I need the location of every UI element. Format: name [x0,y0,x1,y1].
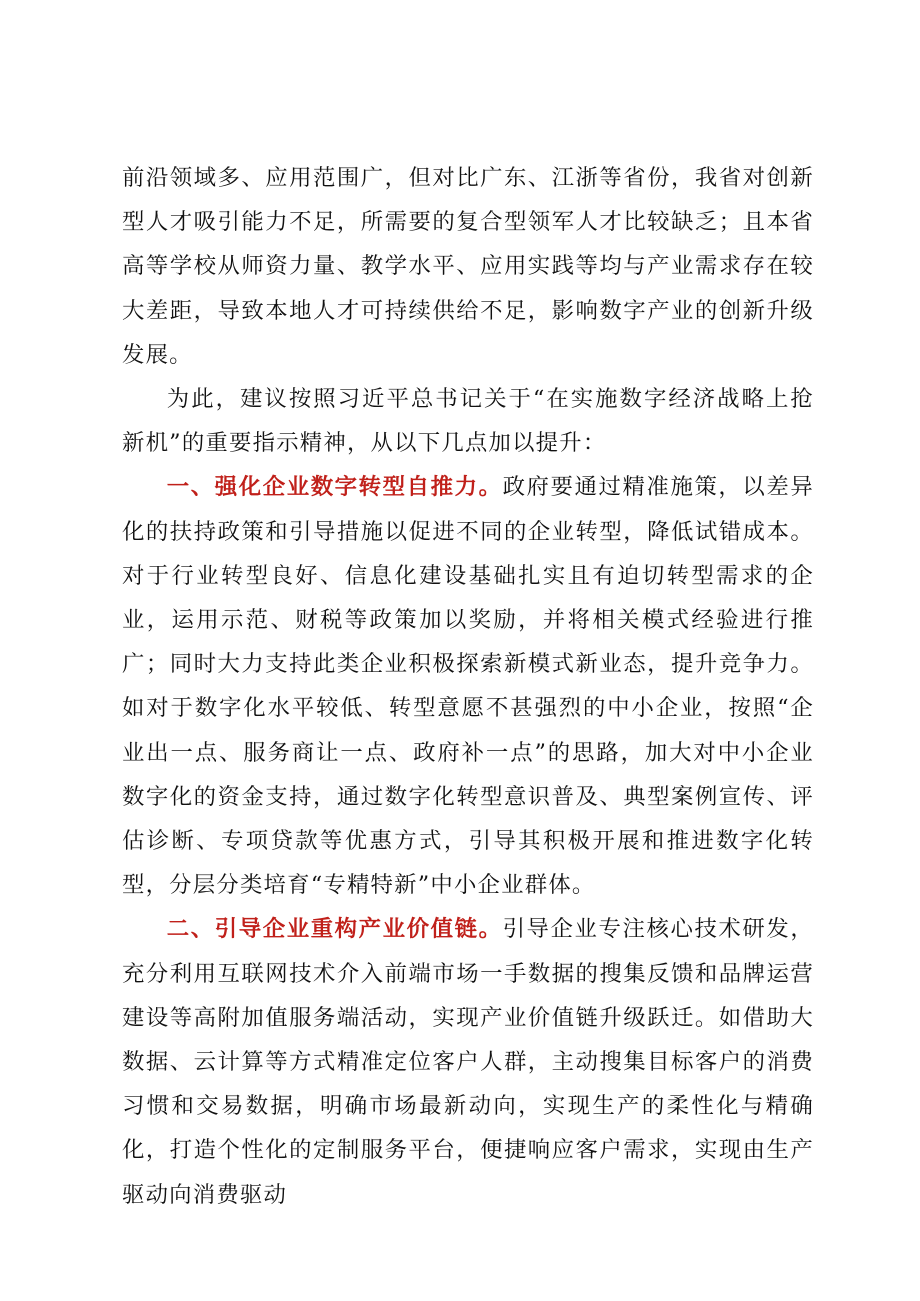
section-heading: 二、引导企业重构产业价值链。 [166,916,503,943]
paragraph-text: 为此，建议按照习近平总书记关于“在实施数字经济战略上抢新机”的重要指示精神，从以下几点加以提升： [122,386,814,457]
document-body [122,156,814,1217]
paragraph-section-1 [122,465,814,907]
paragraph-text: 引导企业专注核心技术研发，充分利用互联网技术介入前端市场一手数据的搜集反馈和品牌运营建设等高附加值服务端活动，实现产业价值链升级跃迁。如借助大数据、云计算等方式精准定位客户人群，主动搜集目标客户的消费习惯和交易数据，明确市场最新动向，实现生产的柔性化与精确化，打造个性化的定制服务平台，便捷响应客户需求，实现由生产驱动向消费驱动 [122,916,814,1208]
paragraph-text: 政府要通过精准施策，以差异化的扶持政策和引导措施以促进不同的企业转型，降低试错成本。对于行业转型良好、信息化建设基础扎实且有迫切转型需求的企业，运用示范、财税等政策加以奖励，并将相关模式经验进行推广；同时大力支持此类企业积极探索新模式新业态，提升竞争力。如对于数字化水平较低、转型意愿不甚强烈的中小企业，按照“企业出一点、服务商让一点、政府补一点”的思路，加大对中小企业数字化的资金支持，通过数字化转型意识普及、典型案例宣传、评估诊断、专项贷款等优惠方式，引导其积极开展和推进数字化转型，分层分类培育“专精特新”中小企业群体。 [122,474,814,899]
paragraph-section-2 [122,907,814,1216]
paragraph-intro [122,377,814,465]
paragraph-text: 前沿领域多、应用范围广，但对比广东、江浙等省份，我省对创新型人才吸引能力不足，所需要的复合型领军人才比较缺乏；且本省高等学校从师资力量、教学水平、应用实践等均与产业需求存在较大差距，导致本地人才可持续供给不足，影响数字产业的创新升级发展。 [122,165,814,368]
paragraph-continuation [122,156,814,377]
section-heading: 一、强化企业数字转型自推力。 [166,474,503,501]
